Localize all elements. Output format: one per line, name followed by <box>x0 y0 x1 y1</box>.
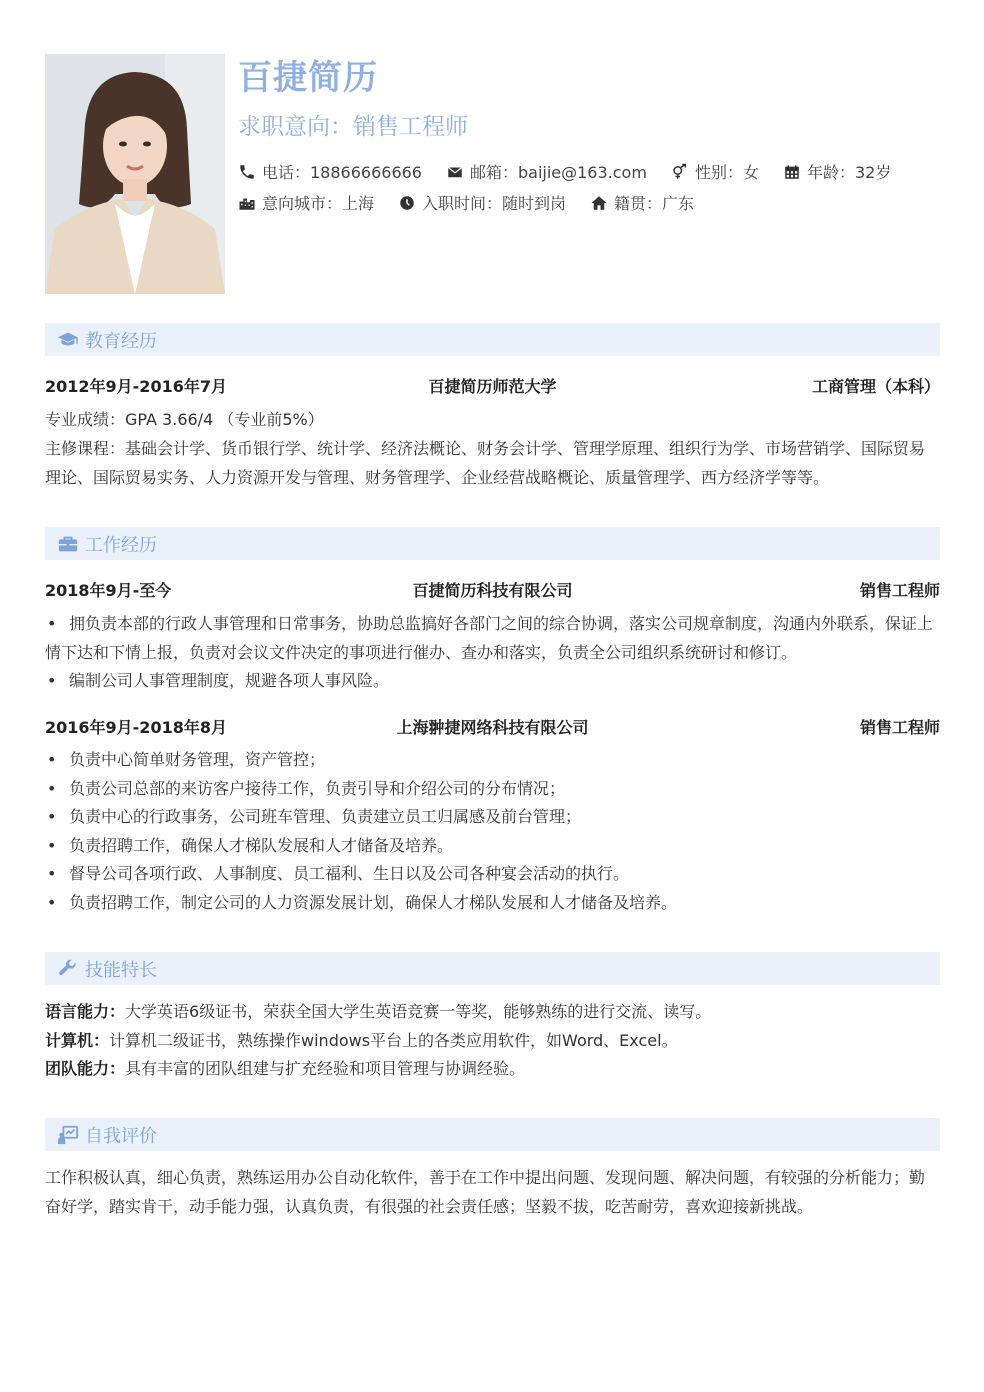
profile-photo <box>45 54 225 294</box>
work-1-date: 2018年9月-至今 <box>45 581 172 600</box>
portrait-image <box>45 54 225 294</box>
list-item: • 负责中心简单财务管理，资产管控； <box>45 746 940 775</box>
work-1-company: 百捷简历科技有限公司 <box>412 581 573 600</box>
skill-language-text: 大学英语6级证书，荣获全国大学生英语竞赛一等奖，能够熟练的进行交流、读写。 <box>125 1002 712 1021</box>
education-major: 工商管理（本科） <box>811 377 940 396</box>
education-gpa: 专业成绩：GPA 3.66/4 （专业前5%） <box>45 410 324 429</box>
list-item: • 负责公司总部的来访客户接待工作，负责引导和介绍公司的分布情况； <box>45 775 940 804</box>
clock-icon <box>398 194 416 212</box>
section-title-education: 教育经历 <box>85 330 157 352</box>
section-education <box>45 323 940 356</box>
section-work <box>45 527 940 560</box>
age-text: 年龄：32岁 <box>806 163 892 182</box>
work-1-duties <box>45 610 940 696</box>
age-info <box>783 160 891 183</box>
skill-team <box>45 1055 940 1084</box>
section-self-evaluation <box>45 1118 940 1151</box>
candidate-name: 百捷简历 <box>238 58 378 98</box>
email-info <box>446 160 647 183</box>
start-time-text: 入职时间：随时到岗 <box>422 194 567 213</box>
home-icon <box>590 194 608 212</box>
briefcase-icon <box>57 533 79 555</box>
job-intent: 求职意向：销售工程师 <box>238 114 468 140</box>
section-skills <box>45 952 940 985</box>
list-item: • 编制公司人事管理制度，规避各项人事风险。 <box>45 667 940 696</box>
work-2-duties <box>45 746 940 917</box>
phone-text: 电话：18866666666 <box>262 163 422 182</box>
skill-language <box>45 998 940 1027</box>
contact-info-row-1 <box>238 160 915 183</box>
skill-computer-label: 计算机： <box>45 1031 110 1050</box>
work-2-date: 2016年9月-2018年8月 <box>45 718 227 737</box>
gender-icon <box>671 163 689 181</box>
phone-info <box>238 160 422 183</box>
gender-info <box>671 160 759 183</box>
list-item: • 督导公司各项行政、人事制度、员工福利、生日以及公司各种宴会活动的执行。 <box>45 860 940 889</box>
education-courses: 主修课程：基础会计学、货币银行学、统计学、经济法概论、财务会计学、管理学原理、组织行为学、市场营销学、国际贸易理论、国际贸易实务、人力资源开发与管理、财务管理学、企业经营战略概论、质量管理学、西方经济学等等。 <box>45 439 926 487</box>
list-item: • 负责招聘工作，确保人才梯队发展和人才储备及培养。 <box>45 832 940 861</box>
section-title-skills: 技能特长 <box>85 959 157 981</box>
skill-team-label: 团队能力： <box>45 1059 126 1078</box>
phone-icon <box>238 163 256 181</box>
gender-text: 性别：女 <box>694 163 759 182</box>
email-text: 邮箱：baijie@163.com <box>469 163 647 182</box>
list-item: • 拥负责本部的行政人事管理和日常事务，协助总监搞好各部门之间的综合协调，落实公司规章制度，沟通内外联系，保证上情下达和下情上报，负责对会议文件决定的事项进行催办、查办和落实，负责全公司组织系统研讨和修订。 <box>45 610 940 667</box>
education-school: 百捷简历师范大学 <box>428 377 557 396</box>
education-date: 2012年9月-2016年7月 <box>45 377 227 396</box>
hometown-text: 籍贯：广东 <box>614 194 695 213</box>
contact-info-row-2 <box>238 191 718 214</box>
city-info <box>238 191 374 214</box>
skill-computer-text: 计算机二级证书，熟练操作windows平台上的各类应用软件，如Word、Excel。 <box>109 1031 678 1050</box>
section-title-work: 工作经历 <box>85 534 157 556</box>
mail-icon <box>446 163 464 181</box>
city-text: 意向城市：上海 <box>262 194 375 213</box>
presentation-board-icon <box>57 1124 79 1146</box>
work-1-role: 销售工程师 <box>859 581 940 600</box>
list-item: • 负责招聘工作，制定公司的人力资源发展计划，确保人才梯队发展和人才储备及培养。 <box>45 889 940 918</box>
calendar-icon <box>783 163 801 181</box>
skill-computer <box>45 1027 940 1056</box>
skill-team-text: 具有丰富的团队组建与扩充经验和项目管理与协调经验。 <box>125 1059 526 1078</box>
start-time-info <box>398 191 566 214</box>
self-evaluation-text: 工作积极认真，细心负责，熟练运用办公自动化软件，善于在工作中提出问题、发现问题、解决问题，有较强的分析能力；勤奋好学，踏实肯干，动手能力强，认真负责，有很强的社会责任感；坚毅不拔，吃苦耐劳，喜欢迎接新挑战。 <box>45 1168 926 1216</box>
city-icon <box>238 194 256 212</box>
graduation-cap-icon <box>57 329 79 351</box>
wrench-icon <box>57 958 79 980</box>
skill-language-label: 语言能力： <box>45 1002 126 1021</box>
work-2-company: 上海翀捷网络科技有限公司 <box>396 718 589 737</box>
list-item: • 负责中心的行政事务，公司班车管理、负责建立员工归属感及前台管理； <box>45 803 940 832</box>
work-2-role: 销售工程师 <box>859 718 940 737</box>
hometown-info <box>590 191 694 214</box>
section-title-self-evaluation: 自我评价 <box>85 1125 157 1147</box>
